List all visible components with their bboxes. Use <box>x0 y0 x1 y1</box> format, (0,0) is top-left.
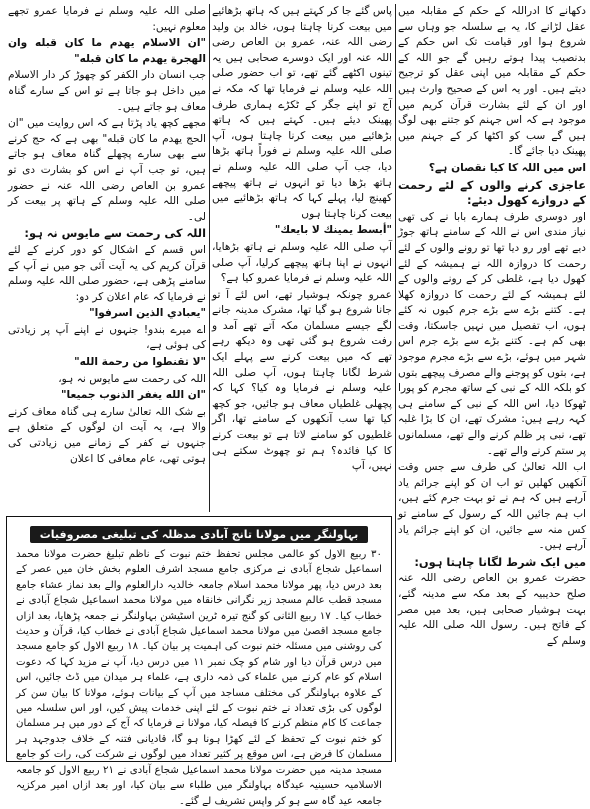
arabic-quote: "أبسط يمينك لا بايعك" <box>274 224 392 237</box>
paragraph: جب انسان دار الکفر کو چھوڑ کر دار الاسلام میں داخل ہو جاتا ہے تو اس کے سارے گناہ معاف ہو جاتے ہیں۔ <box>8 69 206 113</box>
middle-column <box>212 4 392 512</box>
arabic-quote: "ان الاسلام يهدم ما كان قبله وان الهجرة يهدم ما كان قبله" <box>8 37 206 65</box>
paragraph: آپ صلی اللہ علیہ وسلم نے ہاتھ بڑھایا، انہوں نے اپنا ہاتھ پیچھے کرلیا، آپ صلی اللہ علیہ وسلم نے فرمایا عمرو کیا ہے؟ <box>212 240 392 285</box>
notice-title: بہاولنگر میں مولانا تانج آبادی مدظلہ کی تبلیغی مصروفیات <box>30 526 369 543</box>
paragraph: پاس گئے جا کر کہتے ہیں کہ ہاتھ بڑھائیے میں بیعت کرنا چاہتا ہوں، خالد بن ولید رضی اللہ عنہ، عمرو بن العاص رضی اللہ عنہ اور ایک دوسرے صحابی ہیں یہ تینوں اکٹھے گئے تھے، تو اب حضور صلی اللہ علیہ وسلم نے فرمایا تھا کہ مکہ نے آج تو اپنے جگر کے ٹکڑے ہماری طرف پھینک دیئے ہیں۔ کہتے ہیں کہ ہاتھ بڑھائیے میں بیعت کرنا چاہتا ہوں، آپ صلی اللہ علیہ وسلم نے فوراً ہاتھ بڑھا دیا، جب آپ صلی اللہ علیہ وسلم نے ہاتھ بڑھا دیا تو انہوں نے ہاتھ پیچھے کھینچ لیا، پہلے کہا کہ ہاتھ بڑھائیے میں بیعت کرنا چاہتا ہوں <box>212 5 392 220</box>
paragraph: دکھانے کا ادراللہ کے حکم کے مقابلہ میں عقل لڑانے کا، یہ بے سلسلہ جو وہاں سے شروع ہوا اور قیامت تک اس حکم کے بدنصیب پیدا ہوتے رہیں گے جو اللہ کے حکم کے مقابلہ میں اپنی عقل کو ترجیح دیتے ہیں۔ اور یہ اس کے صحیح وارث ہیں اور ان کے لئے بشارت قرآن کریم میں موجود ہے کہ اس جہنم کو جتنے بھی لوگ ہیں گے سب کو اکٹھا کر کے جہنم میں پھینک دیا جائے گا۔ <box>398 5 586 158</box>
paragraph: اس قسم کے اشکال کو دور کرنے کے لئے قرآن کریم کی یہ آیت آئی جو میں نے آپ کے سامنے پڑھی ہے، حضور صلی اللہ علیہ وسلم نے فرمایا کہ عام اعلان کر دو: <box>8 243 206 303</box>
paragraph-bold: اس میں اللہ کا کیا نقصان ہے؟ <box>428 161 586 174</box>
notice-box <box>6 516 392 807</box>
paragraph: بے شک اللہ تعالیٰ سارے ہی گناہ معاف کرنے والا ہے، یہ آیت ان لوگوں کے متعلق ہے جنہوں نے کفر کے زمانے میں زیادتی کی ہوتی تھی، عام معافی کا اعلان <box>8 405 206 465</box>
paragraph: اور دوسری طرف ہمارے بابا نے کی تھی نیاز مندی اس نے اللہ کے سامنے ہاتھ جوڑ دیے تھے اور رو دیا تھا تو رونے والوں کے لئے رحمت کا دروازہ اللہ نے ہمیشہ کے لئے کھول دیا ہے، غلطی کر کے رونے والوں کے لئے ہمیشہ کے لئے رحمت کا دروازہ کھلا ہے۔ کتنے بڑے سے بڑے جرم کیوں نہ کئے ہوں، اب تفصیل میں نہیں جاسکتا، وقت بھی کم ہے۔ کتنے بڑے سے بڑے جرم اس شہر میں ہوئے، بڑے سے بڑے مجرم موجود ہے، بتوں کو پوجنے والے مصرف پیچھے بتوں کو بلکہ اللہ کے نبی کے ساتھ مجرم کو پورا ٹھوکا دیا، اس اللہ کے نبی کے سامنے ہی کہہ رہے ہیں: مشرک تھے، ان کا بڑا غلبہ تھے، نبی پر ظلم کرنے والے تھے، مسلمانوں پر ستم کرنے والے تھے۔ <box>398 210 586 457</box>
section-heading: میں ایک شرط لگانا چاہتا ہوں: <box>414 554 586 569</box>
notice-body: ۳۰ ربیع الاول کو عالمی مجلس تحفظ ختم نبوت کے ناظم تبلیغ حضرت مولانا محمد اسماعیل شجاع آبادی نے مرکزی جامع مسجد اشرف العلوم بخش خان میں عصر کے بعد درس دیا، پھر مولانا محمد اسلام جامعہ خالدیہ دارالعلوم والے بعد نماز عشاء جامع مسجد قطب عالم مسجد زیر نگرانی خانقاہ میں مولانا محمد اسماعیل شجاع آبادی نے خطاب کیا۔ ۱۷ ربیع الثانی کو گنج تیرہ ٹرین اسٹیشن بہاولنگر نے جمعہ پڑھایا، بعد ازاں جامع مسجد اقصیٰ میں مولانا محمد اسماعیل شجاع آبادی نے خطاب کیا، قرآن و حدیث کی روشنی میں مسئلہ ختم نبوت کی اہمیت پر بیان کیا۔ ۱۸ ربیع الاول کو جامع مسجد میں درس قرآن دیا اور شام کو چک نمبر ۱۱ میں درس دیا، آپ نے مزید کہا کہ دعوت اسلام کو عام کرنے میں علماء کی ذمہ داری ہے، علماء ہر میدان میں ڈٹ جائیں، اس کے علاوہ بہاولنگر کی مختلف مساجد میں آپ کے بیانات ہوئے، مولانا کا بیان سن کر لوگوں کی بڑی تعداد نے ختم نبوت کے لئے اپنی خدمات پیش کیں، اور اس سلسلہ میں جماعت کا کام منظم کرنے کا فیصلہ کیا، مولانا نے فرمایا کہ آج کے دور میں ہر مسلمان کو ختم نبوت کے تحفظ کے لئے کھڑا ہونا ہو گا، قادیانی فتنہ کے خلاف جدوجہد ہر مسلمان کا فرض ہے، اس موقع پر کثیر تعداد میں لوگوں نے شرکت کی، رات کو جامع مسجد مدینہ میں حضرت مولانا محمد اسماعیل شجاع آبادی نے ۲۱ ربیع الاول کو جامعہ الاسلامیہ حسینیہ عیدگاہ بہاولنگر میں طلباء سے بیان کیا، اور بعد ازاں امیر مرکزیہ جامعہ عید گاہ سے ہو کر واپس تشریف لے گئے۔ <box>16 549 382 807</box>
section-heading: عاجزی کرنے والوں کے لئے رحمت کے دروازے کھول دیئے: <box>398 177 586 208</box>
paragraph: اللہ کی رحمت سے مایوس نہ ہو، <box>58 372 206 385</box>
column-divider <box>395 4 396 762</box>
arabic-quote: "لا تقنطوا من رحمة الله" <box>74 356 206 369</box>
left-column <box>8 4 206 512</box>
column-divider <box>209 4 210 512</box>
arabic-quote: "ان الله يغفر الذنوب جميعا" <box>60 389 206 402</box>
paragraph: مجھے کچھ یاد پڑتا ہے کہ اس روایت میں "ان الحج يهدم ما كان قبله" بھی ہے کہ حج کرنے سے بھی سارے پچھلے گناہ معاف ہو جاتے ہیں، تو جب آپ نے اس کو بشارت دی تو عمرو بن العاص رضی اللہ عنہ نے حضور صلی اللہ علیہ وسلم کے ہاتھ پر بیعت کر لی۔ <box>8 117 206 223</box>
notice-title-wrap <box>7 517 391 543</box>
paragraph: حضرت عمرو بن العاص رضی اللہ عنہ صلح حدیبیہ کے بعد مکہ سے مدینہ گئے، بہت ہوشیار صحابی ہیں، بعد میں مصر کے فاتح ہیں۔ رسول اللہ صلی اللہ علیہ وسلم کے <box>398 572 586 647</box>
arabic-quote: "يعبادي الذين اسرفوا" <box>89 307 206 320</box>
paragraph: عمرو چونکہ ہوشیار تھے، اس لئے آ تو جانا شروع ہو گیا تھا، مشرک مدینہ جانے لگے جیسے مسلمان مکہ آتے تھے آمد و رفت شروع ہو گئی تھی وہ دیکھ رہے تھے کہ میں بیعت کرنے سے پہلے ایک شرط لگانا چاہتا ہوں، آپ صلی اللہ علیہ وسلم نے فرمایا وہ کیا؟ کہا کہ پچھلی غلطیاں معاف ہو جائیں، جو کچھ کیا تھا سب آنکھوں کے سامنے تھا، اگر غلطیوں کو سامنے لاتا ہے تو بیعت کرنے کا کیا فائدہ؟ ہم تو چھوٹ سکتے ہی نہیں، آپ <box>212 288 392 473</box>
section-heading: اللہ کی رحمت سے مایوس نہ ہو: <box>24 226 206 241</box>
paragraph: اب اللہ تعالیٰ کی طرف سے جس وقت آنکھیں کھلیں تو اب ان کو اپنے جرائم یاد آرہے ہیں کہ ہم نے تو بہت جرم کئے ہیں، اب ہم جائیں اللہ کے رسول کے سامنے تو کس منہ سے جائیں، ان کو اپنے جرائم یاد آرہے ہیں۔ <box>398 461 586 552</box>
paragraph: اے میرے بندو! جنہوں نے اپنے آپ پر زیادتی کی ہوئی ہے، <box>8 323 206 352</box>
paragraph: صلی اللہ علیہ وسلم نے فرمایا عمرو تجھے معلوم نہیں: <box>8 5 206 33</box>
right-column <box>398 4 586 762</box>
